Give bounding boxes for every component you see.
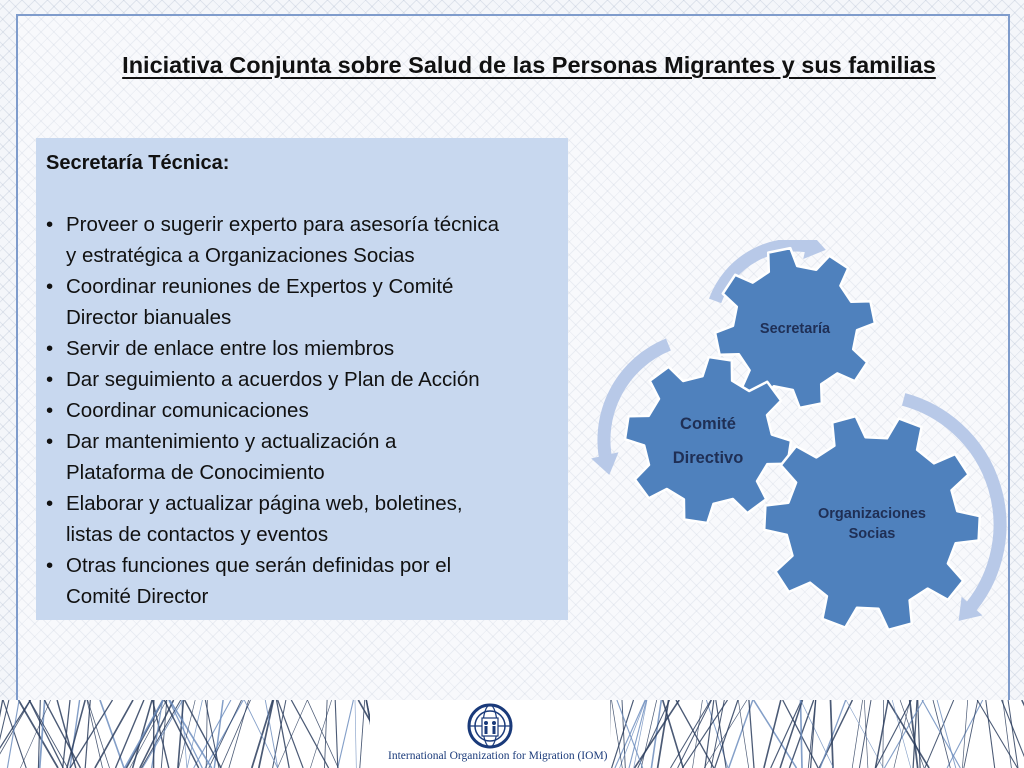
function-item bbox=[46, 271, 554, 333]
gear-label: Secretaría bbox=[759, 321, 831, 338]
function-item bbox=[46, 550, 554, 612]
bullet-icon: • bbox=[46, 430, 54, 453]
bullet-icon: • bbox=[46, 213, 54, 236]
gear-label: Directivo bbox=[672, 448, 744, 467]
gear-label: Comité bbox=[680, 414, 736, 433]
function-item bbox=[46, 333, 554, 364]
functions-list bbox=[46, 209, 554, 612]
function-item bbox=[46, 364, 554, 395]
function-item-line: Servir de enlace entre los miembros bbox=[66, 337, 395, 360]
function-item-line: Comité Director bbox=[66, 585, 209, 608]
gear-label: Socias bbox=[848, 526, 896, 543]
bullet-icon: • bbox=[46, 399, 54, 422]
function-item bbox=[46, 395, 554, 426]
iom-org-name: International Organization for Migration (IOM) bbox=[388, 750, 608, 762]
iom-emblem-icon bbox=[460, 700, 520, 752]
function-item bbox=[46, 426, 554, 488]
bullet-icon: • bbox=[46, 492, 54, 515]
gear-comite bbox=[625, 357, 791, 523]
function-item-line: Elaborar y actualizar página web, boletines, bbox=[66, 492, 463, 515]
function-item-line: Proveer o sugerir experto para asesoría técnica bbox=[66, 213, 500, 236]
function-item-line: Director bianuales bbox=[66, 306, 232, 329]
bullet-icon: • bbox=[46, 554, 54, 577]
slide-title: Iniciativa Conjunta sobre Salud de las Personas Migrantes y sus familias bbox=[122, 52, 936, 78]
function-item-line: listas de contactos y eventos bbox=[66, 523, 329, 546]
gears-cycle-diagram bbox=[590, 240, 1020, 640]
gear-shape bbox=[625, 357, 791, 523]
secretaria-tecnica-panel bbox=[36, 138, 568, 620]
gear-organizaciones bbox=[764, 416, 980, 630]
panel-heading: Secretaría Técnica: bbox=[46, 152, 230, 174]
function-item-line: Dar seguimiento a acuerdos y Plan de Acción bbox=[66, 368, 480, 391]
function-item bbox=[46, 488, 554, 550]
function-item-line: Plataforma de Conocimiento bbox=[66, 461, 325, 484]
function-item-line: Coordinar reuniones de Expertos y Comité bbox=[66, 275, 454, 298]
function-item bbox=[46, 209, 554, 271]
function-item-line: y estratégica a Organizaciones Socias bbox=[66, 244, 415, 267]
function-item-line: Coordinar comunicaciones bbox=[66, 399, 309, 422]
bullet-icon: • bbox=[46, 337, 54, 360]
bullet-icon: • bbox=[46, 368, 54, 391]
footer bbox=[0, 700, 1024, 768]
bullet-icon: • bbox=[46, 275, 54, 298]
function-item-line: Otras funciones que serán definidas por el bbox=[66, 554, 452, 577]
gear-shape bbox=[764, 416, 980, 630]
function-item-line: Dar mantenimiento y actualización a bbox=[66, 430, 397, 453]
gear-label: Organizaciones bbox=[818, 506, 926, 523]
